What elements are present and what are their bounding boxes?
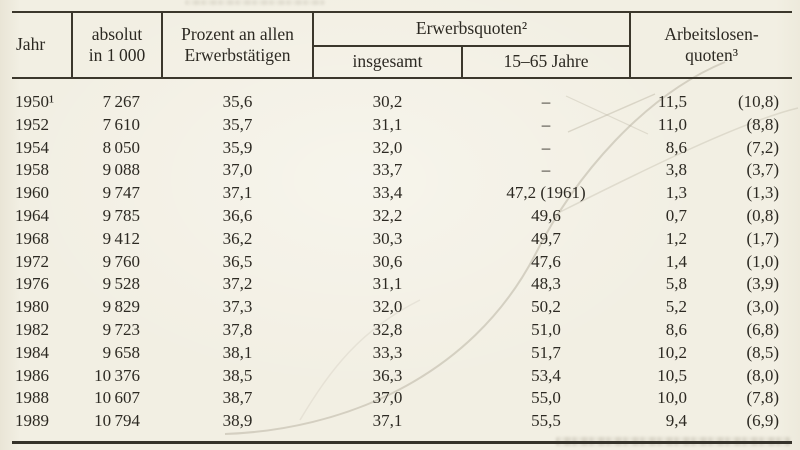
cell-erwerbsquote-insgesamt: 32,8 <box>372 319 403 339</box>
cell-arbeitslosenquote-klammer: (1,0) <box>746 251 780 271</box>
cell-jahr: 1954 <box>15 137 49 157</box>
cell-arbeitslosenquote: 10,2 <box>657 342 687 362</box>
cell-erwerbsquote-insgesamt: 31,1 <box>372 274 403 294</box>
cell-erwerbsquote-15-65-jahre: 50,2 <box>531 297 561 317</box>
table-row <box>12 319 792 342</box>
cell-jahr: 1988 <box>15 388 49 408</box>
col-header-absolut-line1: absolut <box>91 23 143 44</box>
cell-absolut-in-1000: 8 050 <box>102 137 140 157</box>
cell-erwerbsquote-15-65-jahre: – <box>541 137 551 157</box>
cell-prozent-erwerbstaetige: 35,6 <box>222 92 253 111</box>
cell-jahr: 1950¹ <box>15 92 55 111</box>
cell-absolut-in-1000: 9 658 <box>102 342 140 362</box>
cell-erwerbsquote-15-65-jahre: – <box>541 160 551 180</box>
cell-absolut-in-1000: 7 267 <box>102 92 140 111</box>
cell-prozent-erwerbstaetige: 37,3 <box>222 297 253 317</box>
cell-erwerbsquote-insgesamt: 30,6 <box>372 251 403 271</box>
table-row <box>12 205 792 228</box>
cell-jahr: 1968 <box>15 228 49 248</box>
table-row <box>12 114 792 137</box>
cell-arbeitslosenquote: 8,6 <box>665 137 687 157</box>
cell-arbeitslosenquote-klammer: (1,7) <box>746 228 780 248</box>
table-row <box>12 387 792 410</box>
cell-prozent-erwerbstaetige: 35,7 <box>222 114 253 134</box>
statistics-table <box>12 11 792 444</box>
cell-arbeitslosenquote-klammer: (6,9) <box>746 411 780 431</box>
cell-prozent-erwerbstaetige: 36,6 <box>222 205 253 225</box>
cell-arbeitslosenquote: 1,3 <box>665 183 687 203</box>
col-header-arbeitslosenquoten <box>630 12 792 78</box>
cell-jahr: 1964 <box>15 205 49 225</box>
table-row <box>12 78 792 114</box>
table-row <box>12 365 792 388</box>
cell-absolut-in-1000: 9 829 <box>102 297 140 317</box>
cell-arbeitslosenquote: 10,0 <box>657 388 687 408</box>
cell-arbeitslosenquote-klammer: (8,0) <box>746 365 780 385</box>
cell-prozent-erwerbstaetige: 37,1 <box>222 183 253 203</box>
cell-absolut-in-1000: 10 376 <box>94 365 140 385</box>
cell-erwerbsquote-15-65-jahre: 47,2 (1961) <box>506 183 586 203</box>
cell-jahr: 1960 <box>15 183 49 203</box>
cell-erwerbsquote-insgesamt: 37,0 <box>372 388 403 408</box>
cell-jahr: 1984 <box>15 342 49 362</box>
cell-jahr: 1989 <box>15 411 49 431</box>
bleed-through-smudge-top <box>185 0 325 5</box>
cell-arbeitslosenquote: 3,8 <box>665 160 687 180</box>
cell-erwerbsquote-15-65-jahre: 51,0 <box>531 319 561 339</box>
cell-erwerbsquote-15-65-jahre: – <box>541 114 551 134</box>
cell-erwerbsquote-15-65-jahre: 53,4 <box>531 365 561 385</box>
cell-erwerbsquote-insgesamt: 30,3 <box>372 228 403 248</box>
table-row <box>12 410 792 442</box>
cell-arbeitslosenquote-klammer: (1,3) <box>746 183 780 203</box>
col-header-arbeitslosenquoten-line1: Arbeitslosen- <box>664 23 759 44</box>
cell-arbeitslosenquote-klammer: (7,2) <box>746 137 780 157</box>
cell-erwerbsquote-15-65-jahre: 48,3 <box>531 274 561 294</box>
cell-arbeitslosenquote-klammer: (10,8) <box>737 92 780 111</box>
table-row <box>12 228 792 251</box>
cell-absolut-in-1000: 7 610 <box>102 114 140 134</box>
cell-absolut-in-1000: 9 723 <box>102 319 140 339</box>
table-row <box>12 273 792 296</box>
col-header-prozent <box>162 12 313 78</box>
cell-erwerbsquote-insgesamt: 32,2 <box>372 205 403 225</box>
cell-absolut-in-1000: 9 528 <box>102 274 140 294</box>
cell-erwerbsquote-15-65-jahre: 55,0 <box>531 388 561 408</box>
col-header-15-65-jahre: 15–65 Jahre <box>462 46 630 78</box>
cell-jahr: 1952 <box>15 114 49 134</box>
cell-prozent-erwerbstaetige: 36,5 <box>222 251 253 271</box>
cell-arbeitslosenquote-klammer: (0,8) <box>746 205 780 225</box>
cell-erwerbsquote-15-65-jahre: 47,6 <box>531 251 561 271</box>
cell-jahr: 1972 <box>15 251 49 271</box>
cell-arbeitslosenquote-klammer: (3,9) <box>746 274 780 294</box>
cell-jahr: 1980 <box>15 297 49 317</box>
cell-jahr: 1986 <box>15 365 49 385</box>
col-header-insgesamt: insgesamt <box>313 46 462 78</box>
col-header-jahr: Jahr <box>12 12 72 78</box>
cell-arbeitslosenquote: 11,5 <box>657 92 687 111</box>
cell-absolut-in-1000: 9 412 <box>102 228 140 248</box>
cell-arbeitslosenquote: 10,5 <box>657 365 687 385</box>
cell-arbeitslosenquote: 0,7 <box>665 205 687 225</box>
cell-prozent-erwerbstaetige: 38,1 <box>222 342 253 362</box>
table-row <box>12 182 792 205</box>
cell-erwerbsquote-15-65-jahre: 49,6 <box>531 205 561 225</box>
cell-arbeitslosenquote-klammer: (3,7) <box>746 160 780 180</box>
cell-erwerbsquote-15-65-jahre: 55,5 <box>531 411 561 431</box>
cell-absolut-in-1000: 10 607 <box>94 388 140 408</box>
cell-prozent-erwerbstaetige: 37,8 <box>222 319 253 339</box>
cell-absolut-in-1000: 10 794 <box>94 411 140 431</box>
cell-erwerbsquote-insgesamt: 33,4 <box>372 183 403 203</box>
cell-arbeitslosenquote-klammer: (8,5) <box>746 342 780 362</box>
cell-prozent-erwerbstaetige: 36,2 <box>222 228 253 248</box>
cell-erwerbsquote-insgesamt: 32,0 <box>372 297 403 317</box>
cell-erwerbsquote-insgesamt: 36,3 <box>372 365 403 385</box>
cell-erwerbsquote-15-65-jahre: 49,7 <box>531 228 561 248</box>
cell-arbeitslosenquote: 1,4 <box>665 251 687 271</box>
col-header-erwerbsquoten: Erwerbsquoten² <box>313 12 630 46</box>
col-header-absolut-line2: in 1 000 <box>88 45 146 65</box>
table-body <box>12 78 792 442</box>
cell-prozent-erwerbstaetige: 38,5 <box>222 365 253 385</box>
cell-arbeitslosenquote-klammer: (8,8) <box>746 114 780 134</box>
col-header-prozent-line2: Erwerbstätigen <box>184 45 291 65</box>
cell-jahr: 1958 <box>15 160 49 180</box>
cell-jahr: 1976 <box>15 274 49 294</box>
table-row <box>12 159 792 182</box>
cell-absolut-in-1000: 9 760 <box>102 251 140 271</box>
cell-arbeitslosenquote: 5,8 <box>665 274 687 294</box>
cell-arbeitslosenquote-klammer: (6,8) <box>746 319 780 339</box>
table-row <box>12 137 792 160</box>
cell-erwerbsquote-insgesamt: 32,0 <box>372 137 403 157</box>
col-header-absolut <box>72 12 162 78</box>
cell-prozent-erwerbstaetige: 38,9 <box>222 411 253 431</box>
cell-erwerbsquote-15-65-jahre: – <box>541 92 551 111</box>
cell-absolut-in-1000: 9 088 <box>102 160 140 180</box>
cell-prozent-erwerbstaetige: 37,2 <box>222 274 253 294</box>
cell-arbeitslosenquote: 9,4 <box>665 411 687 431</box>
cell-prozent-erwerbstaetige: 37,0 <box>222 160 253 180</box>
cell-prozent-erwerbstaetige: 38,7 <box>222 388 253 408</box>
cell-arbeitslosenquote-klammer: (7,8) <box>746 388 780 408</box>
cell-erwerbsquote-15-65-jahre: 51,7 <box>531 342 561 362</box>
table-row <box>12 296 792 319</box>
table-header <box>12 12 792 78</box>
cell-absolut-in-1000: 9 747 <box>102 183 140 203</box>
cell-erwerbsquote-insgesamt: 33,3 <box>372 342 403 362</box>
cell-erwerbsquote-insgesamt: 37,1 <box>372 411 403 431</box>
col-header-arbeitslosenquoten-line2: quoten³ <box>685 45 738 65</box>
cell-arbeitslosenquote: 1,2 <box>665 228 687 248</box>
cell-jahr: 1982 <box>15 319 49 339</box>
cell-arbeitslosenquote: 8,6 <box>665 319 687 339</box>
cell-arbeitslosenquote: 5,2 <box>665 297 687 317</box>
cell-arbeitslosenquote-klammer: (3,0) <box>746 297 780 317</box>
cell-erwerbsquote-insgesamt: 30,2 <box>372 92 403 111</box>
cell-erwerbsquote-insgesamt: 31,1 <box>372 114 403 134</box>
table-row <box>12 251 792 274</box>
cell-prozent-erwerbstaetige: 35,9 <box>222 137 253 157</box>
cell-absolut-in-1000: 9 785 <box>102 205 140 225</box>
table-row <box>12 342 792 365</box>
cell-erwerbsquote-insgesamt: 33,7 <box>372 160 403 180</box>
cell-arbeitslosenquote: 11,0 <box>657 114 687 134</box>
col-header-prozent-line1: Prozent an allen <box>181 23 294 44</box>
